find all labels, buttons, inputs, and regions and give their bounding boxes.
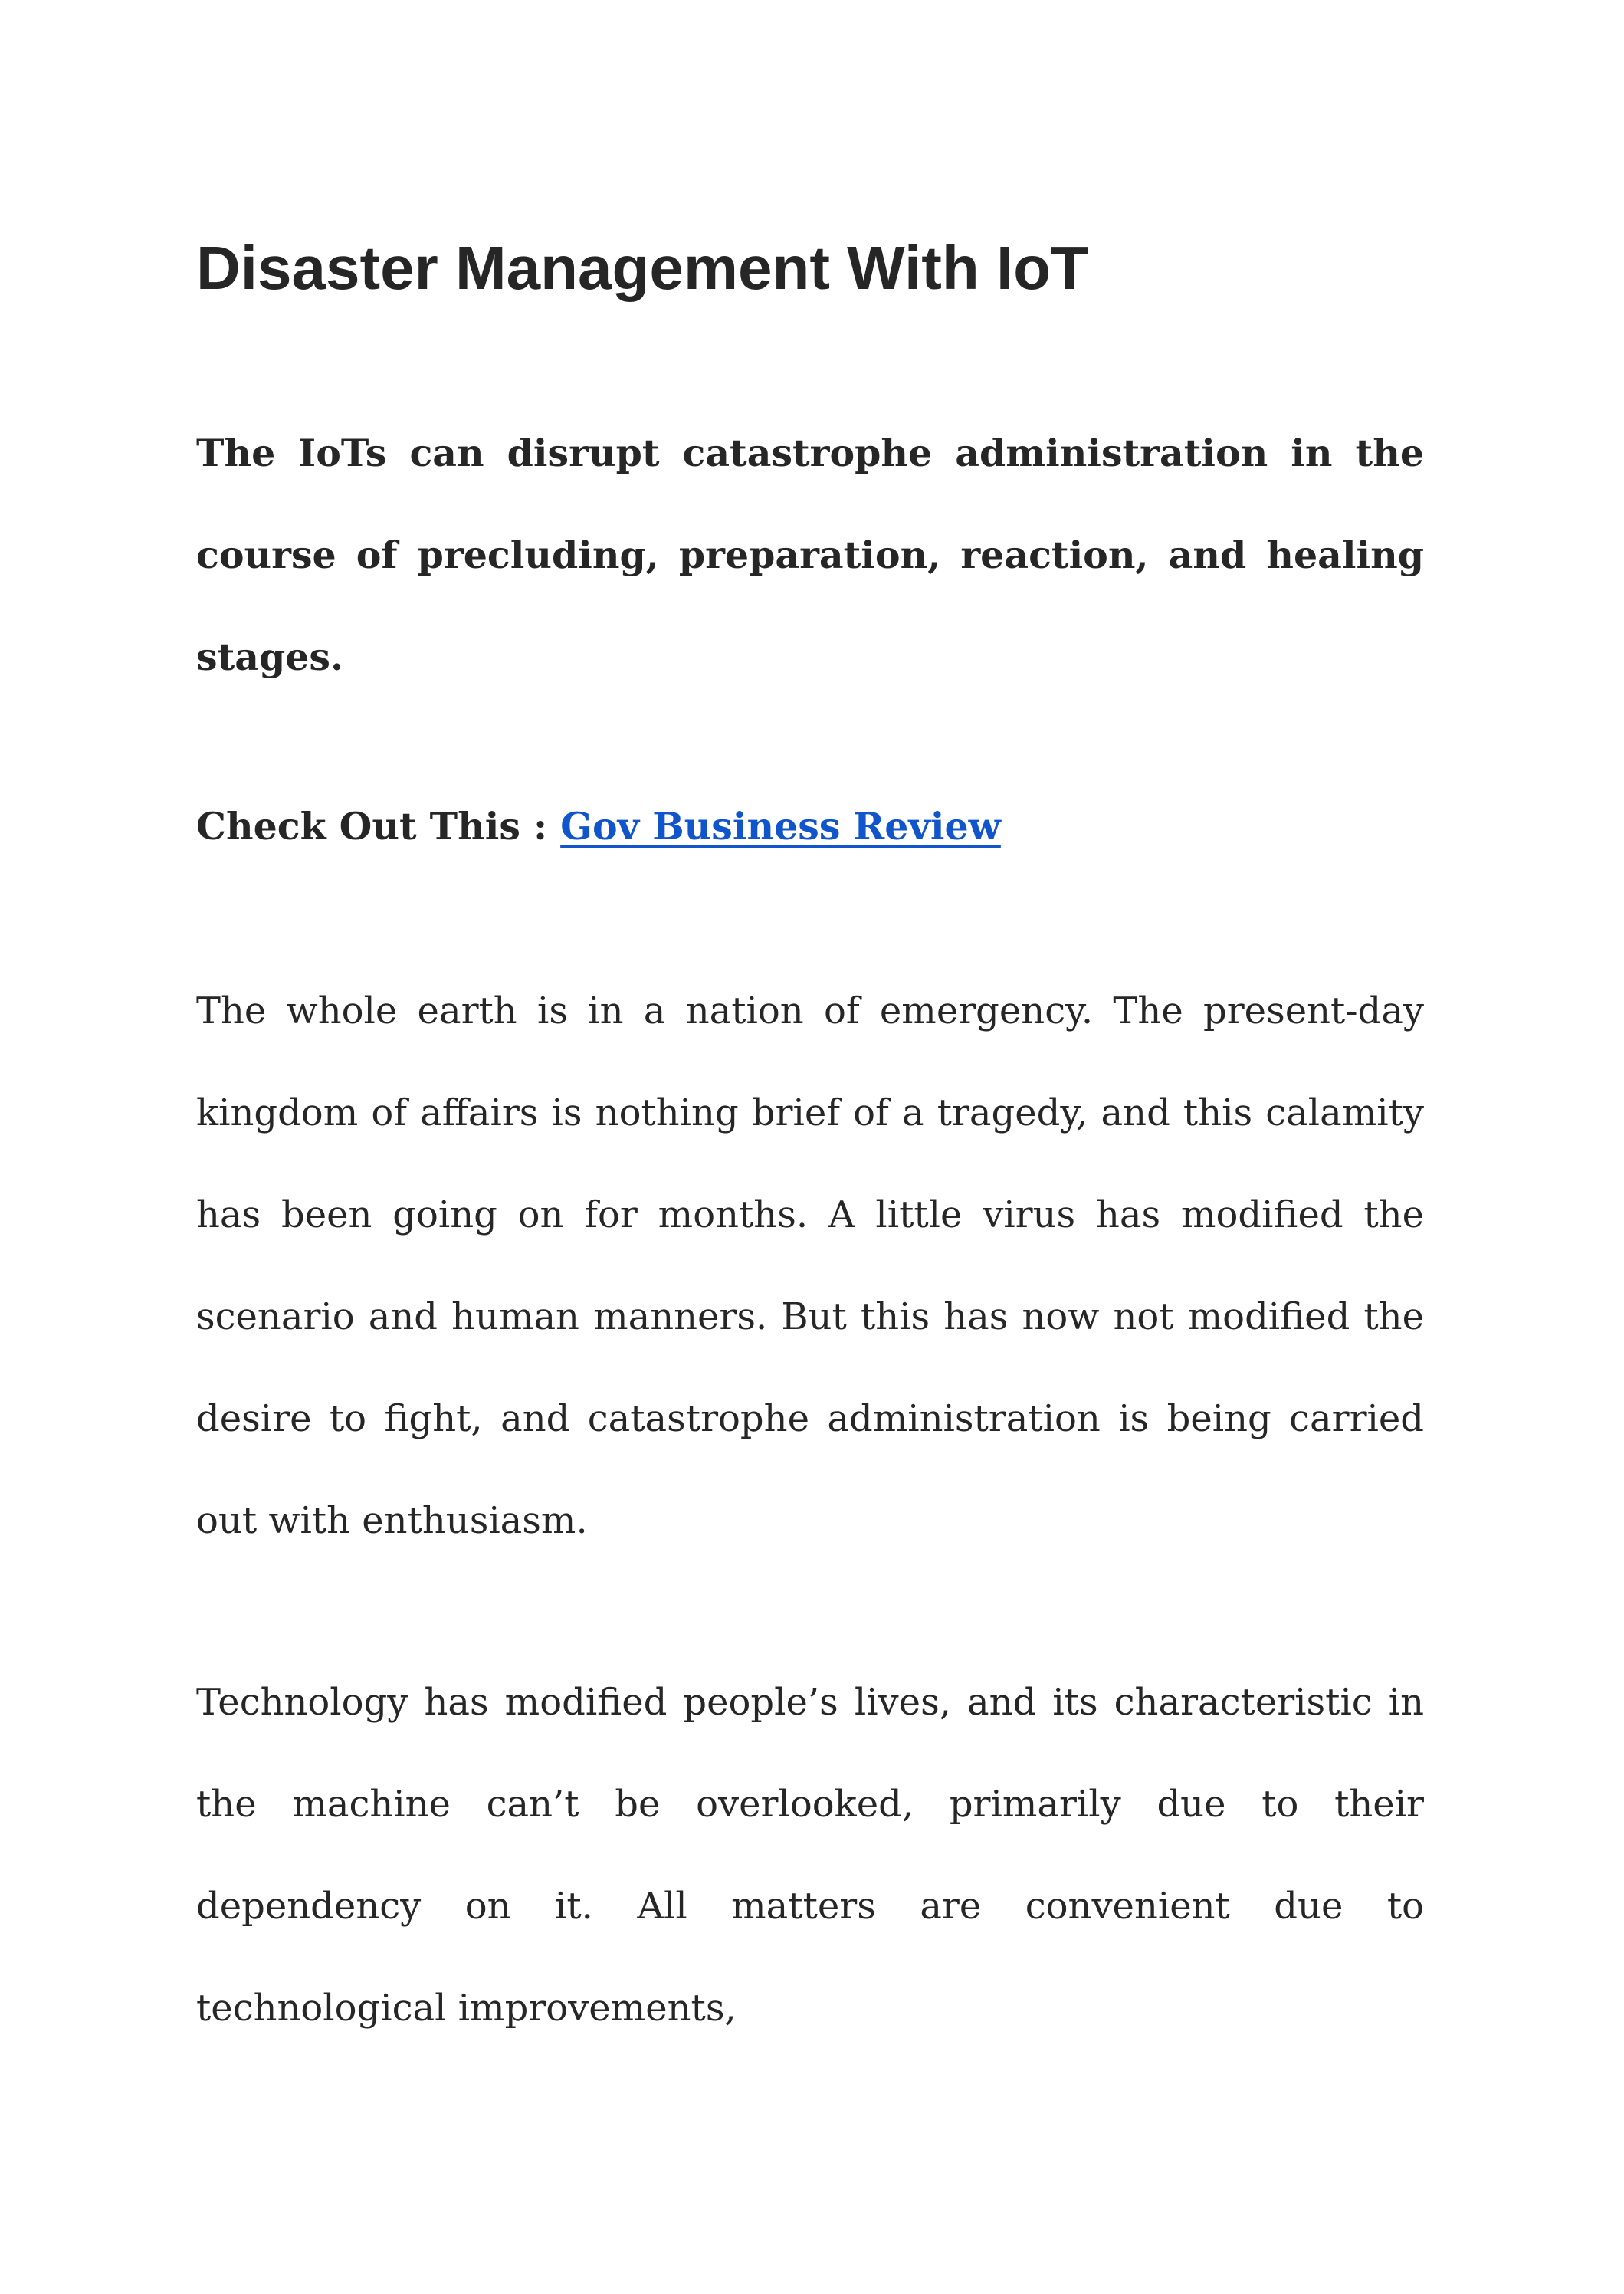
check-out-line xyxy=(196,788,1001,865)
lead-paragraph: The IoTs can disrupt catastrophe administration in the course of precluding, preparation, reaction, and healing stages. xyxy=(196,431,1424,679)
gov-business-review-link[interactable]: Gov Business Review xyxy=(560,804,1001,848)
check-out-label: Check Out This : xyxy=(196,804,561,848)
body-paragraph: Technology has modified people’s lives, and its characteristic in the machine can’t be overlooked, primarily due to their dependency on it. All matters are convenient due to technological improvements, xyxy=(196,1681,1424,2030)
body-paragraph: The whole earth is in a nation of emergency. The present-day kingdom of affairs is nothing brief of a tragedy, and this calamity has been going on for months. A little virus has modified the scenario and human manners. But this has now not modified the desire to fight, and catastrophe administration is being carried out with enthusiasm. xyxy=(196,989,1424,1542)
document-title: Disaster Management With IoT xyxy=(196,234,1088,302)
